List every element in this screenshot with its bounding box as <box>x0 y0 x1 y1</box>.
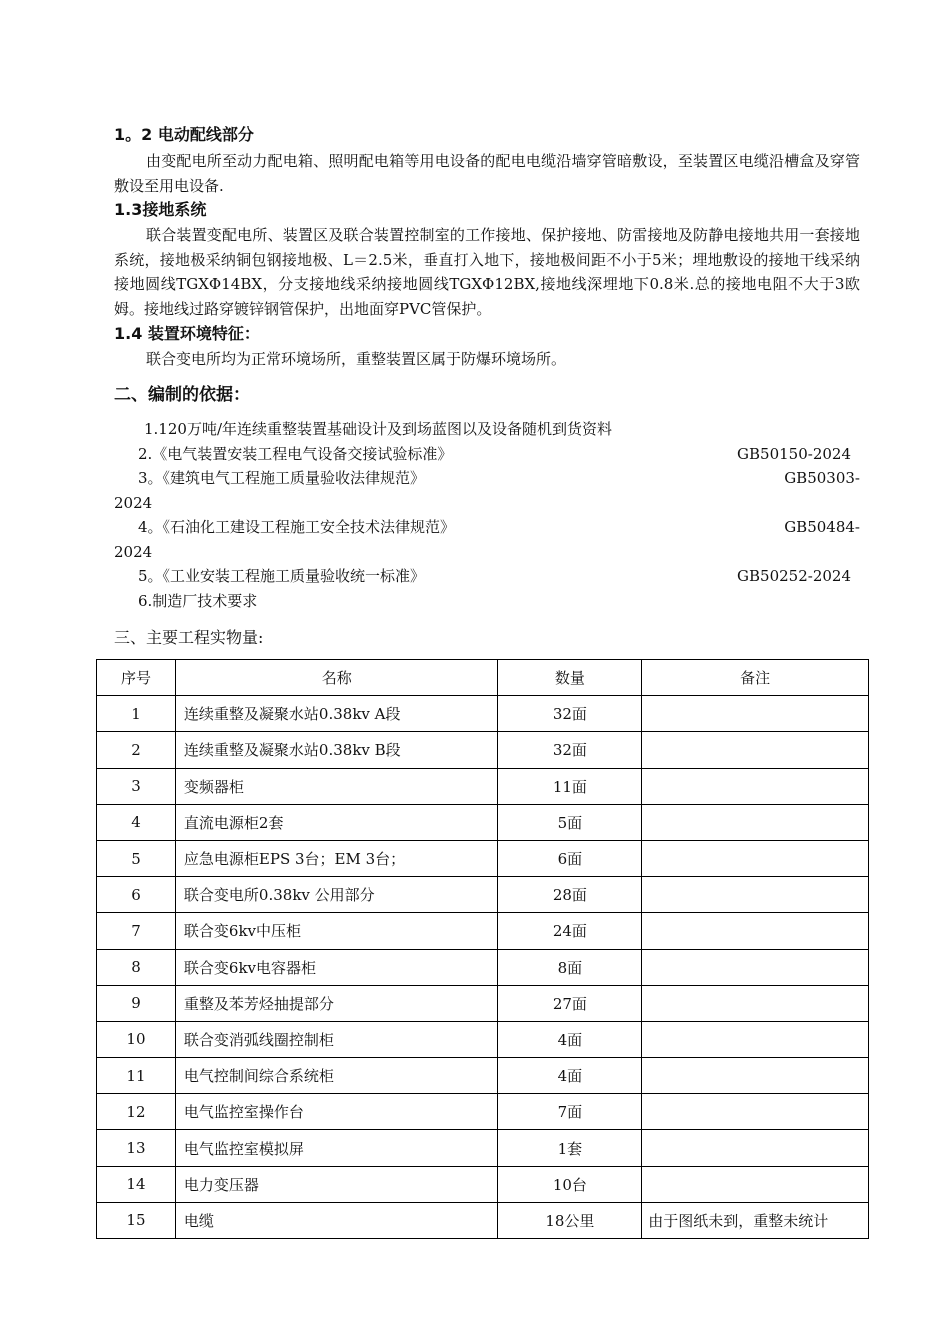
cell-index: 10 <box>97 1021 176 1057</box>
cell-index: 8 <box>97 949 176 985</box>
table-row <box>97 1166 869 1202</box>
reference-item <box>114 589 860 614</box>
cell-name: 联合变电所0.38kv 公用部分 <box>175 877 498 913</box>
reference-item <box>114 515 860 540</box>
cell-quantity: 1套 <box>498 1130 642 1166</box>
cell-quantity: 32面 <box>498 732 642 768</box>
table-row <box>97 1021 869 1057</box>
section-heading-1-3: 1.3接地系统 <box>114 200 207 219</box>
reference-text: 3。《建筑电气工程施工质量验收法律规范》 <box>138 469 426 487</box>
table-row <box>97 877 869 913</box>
cell-name: 连续重整及凝聚水站0.38kv B段 <box>175 732 498 768</box>
cell-index: 15 <box>97 1202 176 1238</box>
section-heading-1-2: 1。2 电动配线部分 <box>114 125 254 144</box>
table-body <box>97 696 869 1239</box>
cell-name: 电气监控室操作台 <box>175 1094 498 1130</box>
reference-code: GB50303- <box>784 469 860 487</box>
cell-name: 连续重整及凝聚水站0.38kv A段 <box>175 696 498 732</box>
cell-index: 11 <box>97 1058 176 1094</box>
reference-item <box>114 564 860 589</box>
header-remark: 备注 <box>642 660 869 696</box>
table-header-row <box>97 660 869 696</box>
cell-remark: 由于图纸未到，重整未统计 <box>642 1202 869 1238</box>
cell-remark <box>642 732 869 768</box>
table-row <box>97 1202 869 1238</box>
paragraph: 由变配电所至动力配电箱、照明配电箱等用电设备的配电电缆沿墙穿管暗敷设，至装置区电缆沿槽盒及穿管敷设至用电设备. <box>114 152 860 195</box>
cell-remark <box>642 1058 869 1094</box>
cell-quantity: 4面 <box>498 1021 642 1057</box>
cell-name: 变频器柜 <box>175 768 498 804</box>
section-text-1-2 <box>114 149 860 198</box>
reference-list <box>114 417 860 613</box>
table-row <box>97 985 869 1021</box>
section-heading-2: 二、编制的依据： <box>114 385 250 405</box>
cell-name: 应急电源柜EPS 3台；EM 3台； <box>175 840 498 876</box>
cell-index: 14 <box>97 1166 176 1202</box>
cell-quantity: 7面 <box>498 1094 642 1130</box>
reference-item-continued <box>114 540 860 565</box>
cell-index: 13 <box>97 1130 176 1166</box>
cell-quantity: 11面 <box>498 768 642 804</box>
cell-remark <box>642 804 869 840</box>
paragraph: 联合变电所均为正常环境场所，重整装置区属于防爆环境场所。 <box>146 350 567 368</box>
reference-code-tail: 2024 <box>114 542 153 561</box>
table-row <box>97 949 869 985</box>
cell-name: 重整及苯芳烃抽提部分 <box>175 985 498 1021</box>
cell-remark <box>642 768 869 804</box>
reference-text: 4。《石油化工建设工程施工安全技术法律规范》 <box>138 518 456 536</box>
cell-remark <box>642 877 869 913</box>
cell-remark <box>642 949 869 985</box>
table-row <box>97 1130 869 1166</box>
cell-name: 联合变6kv中压柜 <box>175 913 498 949</box>
reference-text: 6.制造厂技术要求 <box>138 591 258 610</box>
cell-quantity: 6面 <box>498 840 642 876</box>
section-heading-3: 三、主要工程实物量: <box>114 628 264 647</box>
reference-text: 5。《工业安装工程施工质量验收统一标准》 <box>138 567 426 585</box>
cell-index: 3 <box>97 768 176 804</box>
cell-remark <box>642 913 869 949</box>
cell-remark <box>642 1021 869 1057</box>
table-row <box>97 1094 869 1130</box>
table-row <box>97 768 869 804</box>
paragraph: 联合装置变配电所、装置区及联合装置控制室的工作接地、保护接地、防雷接地及防静电接地共用一套接地系统，接地极采纳铜包钢接地极、L＝2.5米，垂直打入地下，接地极间距不小于5米；埋地敷设的接地干线采纳接地圆线TGXΦ14BX，分支接地线采纳接地圆线TGXΦ12BX,接地线深埋地下0.8米.总的接地电阻不大于3欧姆。接地线过路穿镀锌钢管保护，出地面穿PVC管保护。 <box>114 226 860 318</box>
cell-quantity: 32面 <box>498 696 642 732</box>
reference-code: GB50484- <box>784 518 860 536</box>
cell-index: 7 <box>97 913 176 949</box>
table-row <box>97 913 869 949</box>
cell-index: 5 <box>97 840 176 876</box>
reference-text: 2.《电气装置安装工程电气设备交接试验标准》 <box>138 444 453 463</box>
reference-item <box>114 442 860 467</box>
reference-code: GB50252-2024 <box>737 567 851 585</box>
section-heading-1-4: 1.4 装置环境特征： <box>114 324 260 343</box>
cell-quantity: 18公里 <box>498 1202 642 1238</box>
cell-quantity: 10台 <box>498 1166 642 1202</box>
cell-index: 4 <box>97 804 176 840</box>
cell-index: 6 <box>97 877 176 913</box>
cell-index: 9 <box>97 985 176 1021</box>
cell-index: 12 <box>97 1094 176 1130</box>
table-row <box>97 732 869 768</box>
cell-remark <box>642 840 869 876</box>
quantities-table <box>96 659 869 1239</box>
header-quantity: 数量 <box>498 660 642 696</box>
cell-index: 2 <box>97 732 176 768</box>
cell-name: 直流电源柜2套 <box>175 804 498 840</box>
cell-index: 1 <box>97 696 176 732</box>
cell-remark <box>642 985 869 1021</box>
cell-quantity: 4面 <box>498 1058 642 1094</box>
table-row <box>97 804 869 840</box>
cell-remark <box>642 1166 869 1202</box>
cell-remark <box>642 696 869 732</box>
cell-name: 联合变6kv电容器柜 <box>175 949 498 985</box>
reference-text: 1.120万吨/年连续重整装置基础设计及到场蓝图以及设备随机到货资料 <box>144 420 612 438</box>
cell-remark <box>642 1130 869 1166</box>
reference-item <box>114 466 860 491</box>
reference-item-continued <box>114 491 860 516</box>
cell-name: 电力变压器 <box>175 1166 498 1202</box>
reference-item <box>114 417 860 442</box>
reference-code-tail: 2024 <box>114 493 153 512</box>
cell-quantity: 5面 <box>498 804 642 840</box>
header-name: 名称 <box>175 660 498 696</box>
table-row <box>97 840 869 876</box>
table-row <box>97 1058 869 1094</box>
cell-quantity: 28面 <box>498 877 642 913</box>
header-index: 序号 <box>97 660 176 696</box>
section-text-1-4 <box>114 347 860 372</box>
cell-quantity: 27面 <box>498 985 642 1021</box>
cell-remark <box>642 1094 869 1130</box>
table-row <box>97 696 869 732</box>
cell-name: 电气控制间综合系统柜 <box>175 1058 498 1094</box>
cell-name: 联合变消弧线圈控制柜 <box>175 1021 498 1057</box>
cell-name: 电气监控室模拟屏 <box>175 1130 498 1166</box>
section-text-1-3 <box>114 223 860 321</box>
reference-code: GB50150-2024 <box>737 444 851 463</box>
cell-quantity: 24面 <box>498 913 642 949</box>
cell-name: 电缆 <box>175 1202 498 1238</box>
cell-quantity: 8面 <box>498 949 642 985</box>
